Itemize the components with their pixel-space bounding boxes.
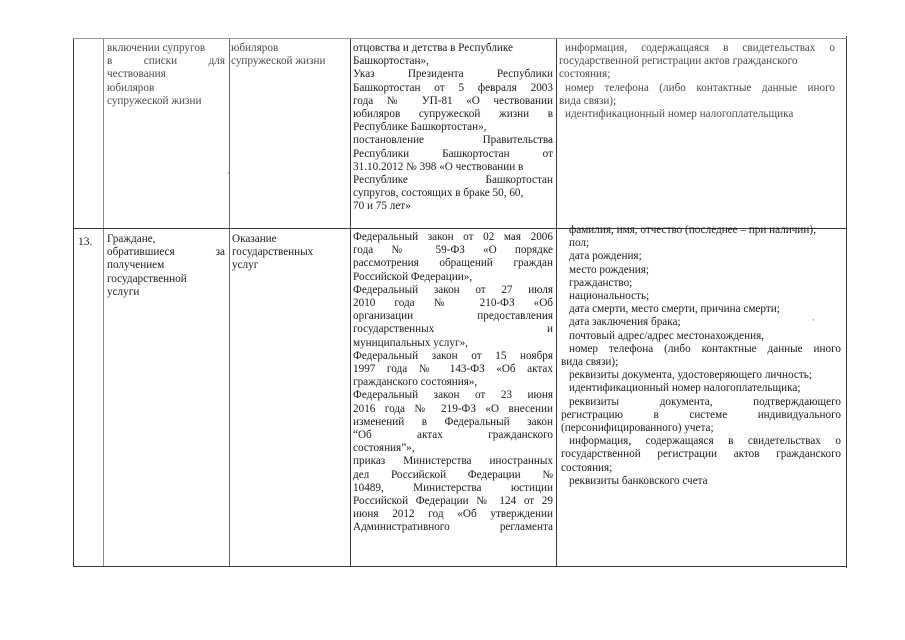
text-line: юбиляров bbox=[107, 81, 155, 94]
text-line: вида связи); bbox=[561, 356, 619, 369]
text-line: государственной регистрации актов гражданского bbox=[559, 55, 798, 68]
text-line: отцовства и детства в Республике bbox=[353, 42, 514, 54]
text-line: почтовый адрес/адрес местонахождения, bbox=[569, 329, 765, 342]
scan-mark: · bbox=[812, 315, 815, 325]
text-line: изменений в Федеральный закон bbox=[353, 415, 553, 428]
row-13-group-cell bbox=[107, 233, 227, 299]
text-line: года № 59-ФЗ «О порядке bbox=[353, 244, 553, 257]
text-line: приказ Министерства иностранных bbox=[353, 455, 553, 468]
text-line: идентификационный номер налогоплательщика bbox=[565, 108, 794, 121]
text-line: регистрацию в системе индивидуального bbox=[561, 408, 841, 421]
text-line: постановление Правительства bbox=[353, 134, 553, 147]
text-line: вида связи); bbox=[559, 94, 617, 107]
text-line: Республике Башкортостан», bbox=[353, 121, 487, 134]
text-line: получением bbox=[107, 259, 165, 272]
text-line: Республики Башкортостан от bbox=[353, 147, 553, 160]
text-line: рассмотрения обращений граждан bbox=[353, 257, 553, 270]
text-line: Башкортостан», bbox=[353, 55, 429, 68]
text-line: чествования bbox=[107, 68, 166, 81]
text-line: муниципальных услуг», bbox=[353, 336, 468, 349]
text-line: юбиляров bbox=[231, 42, 279, 54]
text-line: 70 и 75 лет» bbox=[353, 200, 411, 213]
text-line: 10489, Министерства юстиции bbox=[353, 481, 553, 494]
text-line: Граждане, bbox=[107, 233, 156, 245]
text-line: реквизиты документа, удостоверяющего личность; bbox=[569, 369, 812, 382]
text-line: Российской Федерации № 124 от 29 bbox=[353, 495, 553, 508]
column-divider-1 bbox=[103, 38, 104, 566]
text-line: фамилия, имя, отчество (последнее – при наличии); bbox=[569, 224, 817, 236]
text-line: номер телефона (либо контактные данные иного bbox=[569, 342, 841, 355]
text-line: реквизиты банковского счета bbox=[569, 474, 708, 487]
table-right-border bbox=[846, 36, 847, 568]
prev-row-law-cell bbox=[353, 42, 553, 214]
text-line: государственной регистрации актов гражданского bbox=[561, 448, 841, 461]
text-line: дата смерти, место смерти, причина смерти; bbox=[569, 303, 780, 316]
row-13-service-cell bbox=[232, 233, 348, 273]
text-line: дата рождения; bbox=[569, 250, 642, 263]
text-line: юбиляров супружеской жизни в bbox=[353, 108, 553, 121]
text-line: информация, содержащаяся в свидетельствах о bbox=[569, 435, 841, 448]
text-line: Указ Президента Республики bbox=[353, 68, 553, 81]
text-line: включении супругов bbox=[107, 42, 206, 54]
text-line: государственных bbox=[232, 246, 314, 259]
text-line: пол; bbox=[569, 237, 590, 250]
text-line: 31.10.2012 № 398 «О чествовании в bbox=[353, 160, 524, 173]
text-line: июня 2012 год «Об утверждении bbox=[353, 508, 553, 521]
text-line: реквизиты документа, подтверждающего bbox=[569, 395, 841, 408]
text-line: состояния; bbox=[559, 68, 611, 81]
row-13-data-cell bbox=[561, 224, 843, 488]
text-line: место рождения; bbox=[569, 263, 649, 276]
text-line: дел Российской Федерации № bbox=[353, 468, 553, 481]
text-line: организации предоставления bbox=[353, 310, 553, 323]
row-number: 13. bbox=[78, 236, 93, 248]
prev-row-group-cell bbox=[107, 42, 227, 108]
text-line: 2016 года № 219-ФЗ «О внесении bbox=[353, 402, 553, 415]
text-line: гражданского состояния», bbox=[353, 376, 478, 389]
prev-row-service-cell bbox=[231, 42, 349, 68]
text-line: Оказание bbox=[232, 233, 277, 245]
text-line: идентификационный номер налогоплательщика; bbox=[569, 382, 801, 395]
text-line: 1997 года № 143-ФЗ «Об актах bbox=[353, 363, 553, 376]
column-divider-3 bbox=[350, 38, 351, 566]
text-line: национальность; bbox=[569, 290, 650, 303]
text-line: информация, содержащаяся в свидетельствах о bbox=[565, 42, 835, 54]
text-line: состояния”», bbox=[353, 442, 415, 455]
text-line: Административного регламента bbox=[353, 521, 553, 534]
table-left-border bbox=[73, 38, 74, 566]
text-line: государственных и bbox=[353, 323, 553, 336]
text-line: Федеральный закон от 02 мая 2006 bbox=[353, 231, 553, 243]
text-line: услуги bbox=[107, 285, 140, 298]
text-line: супругов, состоящих в браке 50, 60, bbox=[353, 187, 524, 200]
text-line: 2010 года № 210-ФЗ «Об bbox=[353, 297, 553, 310]
text-line: услуг bbox=[232, 259, 259, 272]
row-13-law-cell bbox=[353, 231, 553, 535]
text-line: (персонифицированного) учета; bbox=[561, 422, 714, 435]
column-divider-4 bbox=[556, 38, 557, 566]
text-line: супружеской жизни bbox=[107, 94, 202, 107]
text-line: Республике Башкортостан bbox=[353, 174, 553, 187]
text-line: обратившиеся за bbox=[107, 246, 225, 259]
text-line: гражданство; bbox=[569, 276, 633, 289]
text-line: года № УП-81 «О чествовании bbox=[353, 94, 553, 107]
table-bottom-border bbox=[73, 566, 847, 567]
text-line: номер телефона (либо контактные данные иного bbox=[565, 81, 835, 94]
text-line: Федеральный закон от 23 июня bbox=[353, 389, 553, 402]
table-top-border bbox=[73, 38, 847, 39]
text-line: супружеской жизни bbox=[231, 55, 326, 68]
text-line: Башкортостан от 5 февраля 2003 bbox=[353, 81, 553, 94]
column-divider-2 bbox=[229, 38, 230, 566]
text-line: Российской Федерации», bbox=[353, 270, 473, 283]
text-line: Федеральный закон от 27 июля bbox=[353, 283, 553, 296]
text-line: в списки для bbox=[107, 55, 225, 68]
text-line: “Об актах гражданского bbox=[353, 429, 553, 442]
text-line: состояния; bbox=[561, 461, 613, 474]
scan-mark: · bbox=[227, 168, 230, 178]
text-line: Федеральный закон от 15 ноября bbox=[353, 349, 553, 362]
text-line: дата заключения брака; bbox=[569, 316, 681, 329]
prev-row-data-cell bbox=[559, 42, 843, 121]
text-line: государственной bbox=[107, 272, 187, 285]
